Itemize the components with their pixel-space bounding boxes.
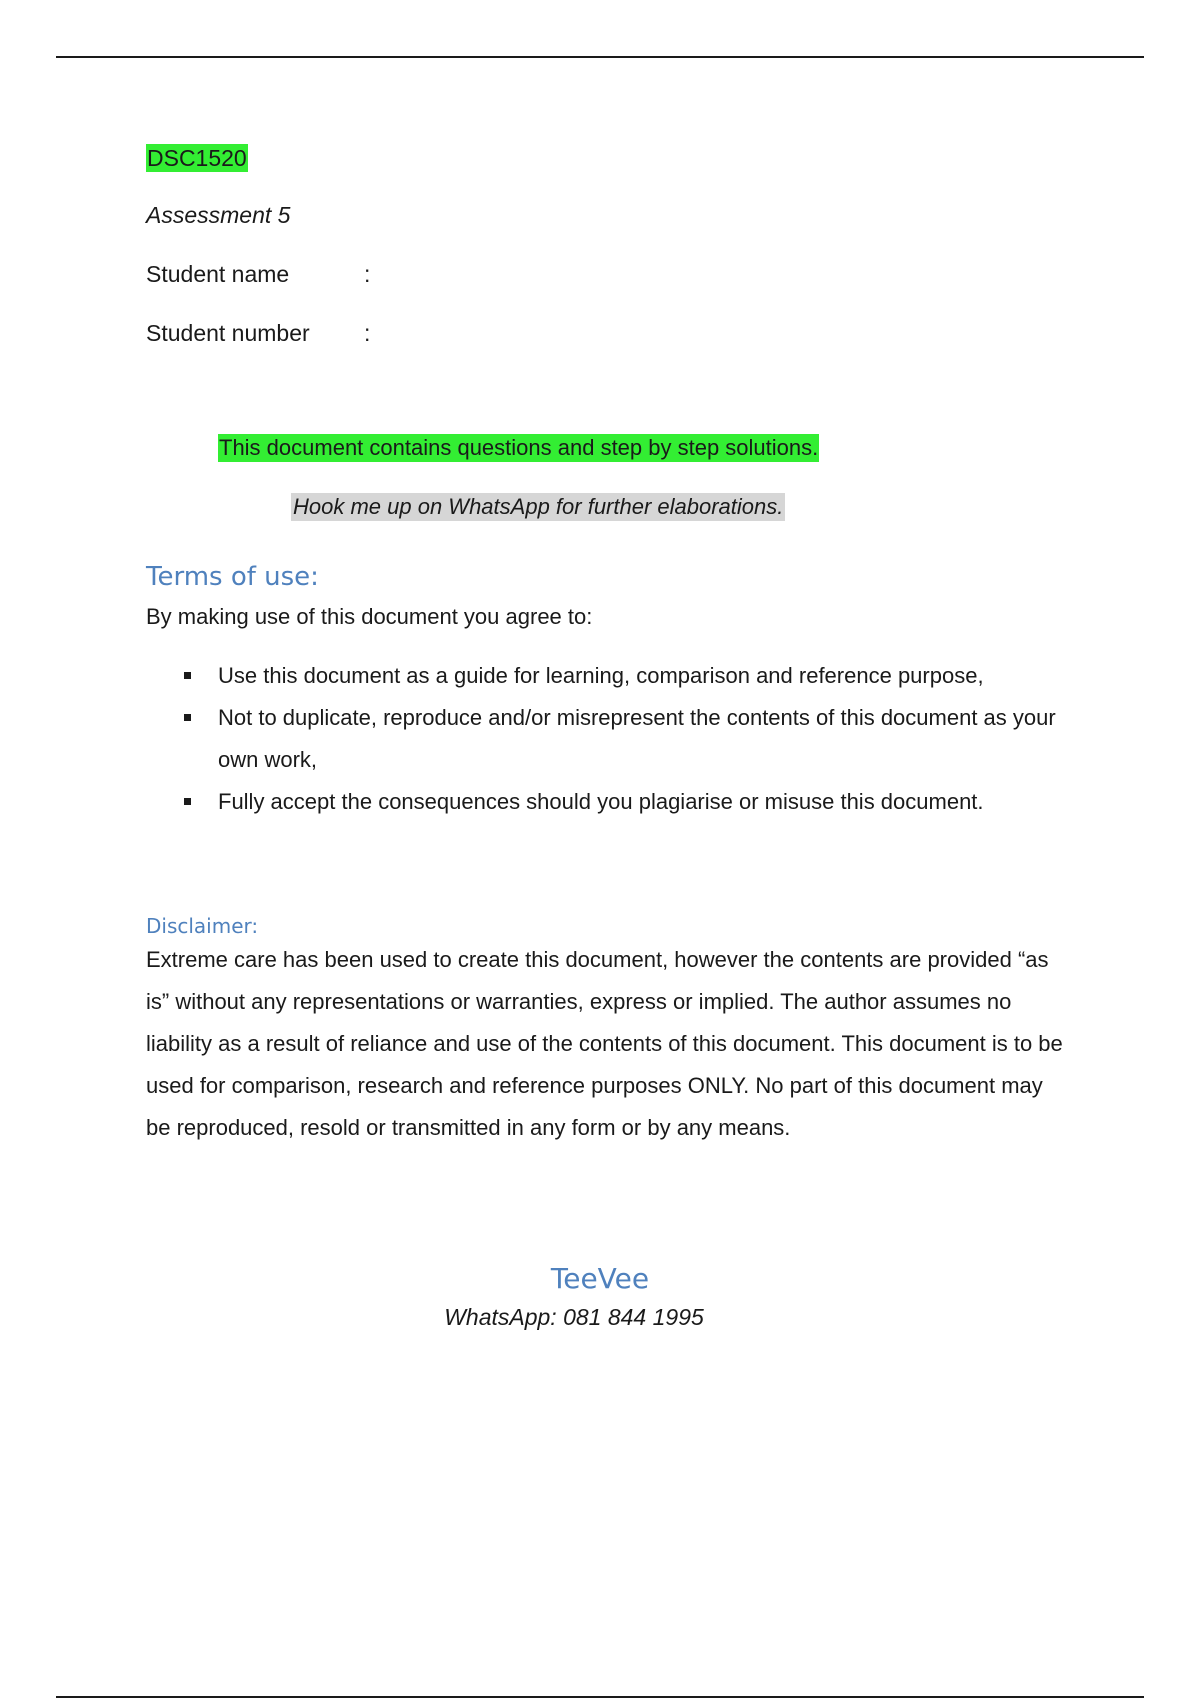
terms-heading: Terms of use: <box>146 562 319 592</box>
square-bullet-icon <box>184 714 191 721</box>
author-name: TeeVee <box>550 1262 650 1295</box>
terms-item-text: Not to duplicate, reproduce and/or misrepresent the contents of this document as your own work, <box>218 705 1056 772</box>
contents-notice: This document contains questions and step by step solutions. <box>219 435 819 460</box>
disclaimer-heading: Disclaimer: <box>146 914 259 938</box>
assessment-title: Assessment 5 <box>146 202 291 228</box>
list-item <box>146 781 1066 823</box>
student-name-label: Student name <box>146 261 290 287</box>
square-bullet-icon <box>184 672 191 679</box>
student-name-row <box>146 261 370 288</box>
student-number-row <box>146 320 370 347</box>
whatsapp-notice: Hook me up on WhatsApp for further elaborations. <box>293 494 784 519</box>
disclaimer-text: Extreme care has been used to create this document, however the contents are provided “as is” without any representations or warranties, express or implied. The author assumes no liability as a result of reliance and use of the contents of this document. This document is to be used for comparison, research and reference purposes ONLY. No part of this document may be reproduced, resold or transmitted in any form or by any means. <box>146 947 1063 1140</box>
student-name-separator: : <box>364 261 371 287</box>
list-item <box>146 655 1066 697</box>
bottom-rule <box>56 1696 1144 1698</box>
list-item <box>146 697 1066 781</box>
student-number-separator: : <box>364 320 371 346</box>
square-bullet-icon <box>184 798 191 805</box>
author-contact: WhatsApp: 081 844 1995 <box>444 1304 704 1330</box>
terms-item-text: Fully accept the consequences should you plagiarise or misuse this document. <box>218 789 984 814</box>
terms-list <box>146 655 1066 823</box>
terms-intro: By making use of this document you agree to: <box>146 604 593 629</box>
course-code: DSC1520 <box>147 145 247 171</box>
top-rule <box>56 56 1144 58</box>
student-number-label: Student number <box>146 320 310 346</box>
terms-item-text: Use this document as a guide for learning, comparison and reference purpose, <box>218 663 984 688</box>
